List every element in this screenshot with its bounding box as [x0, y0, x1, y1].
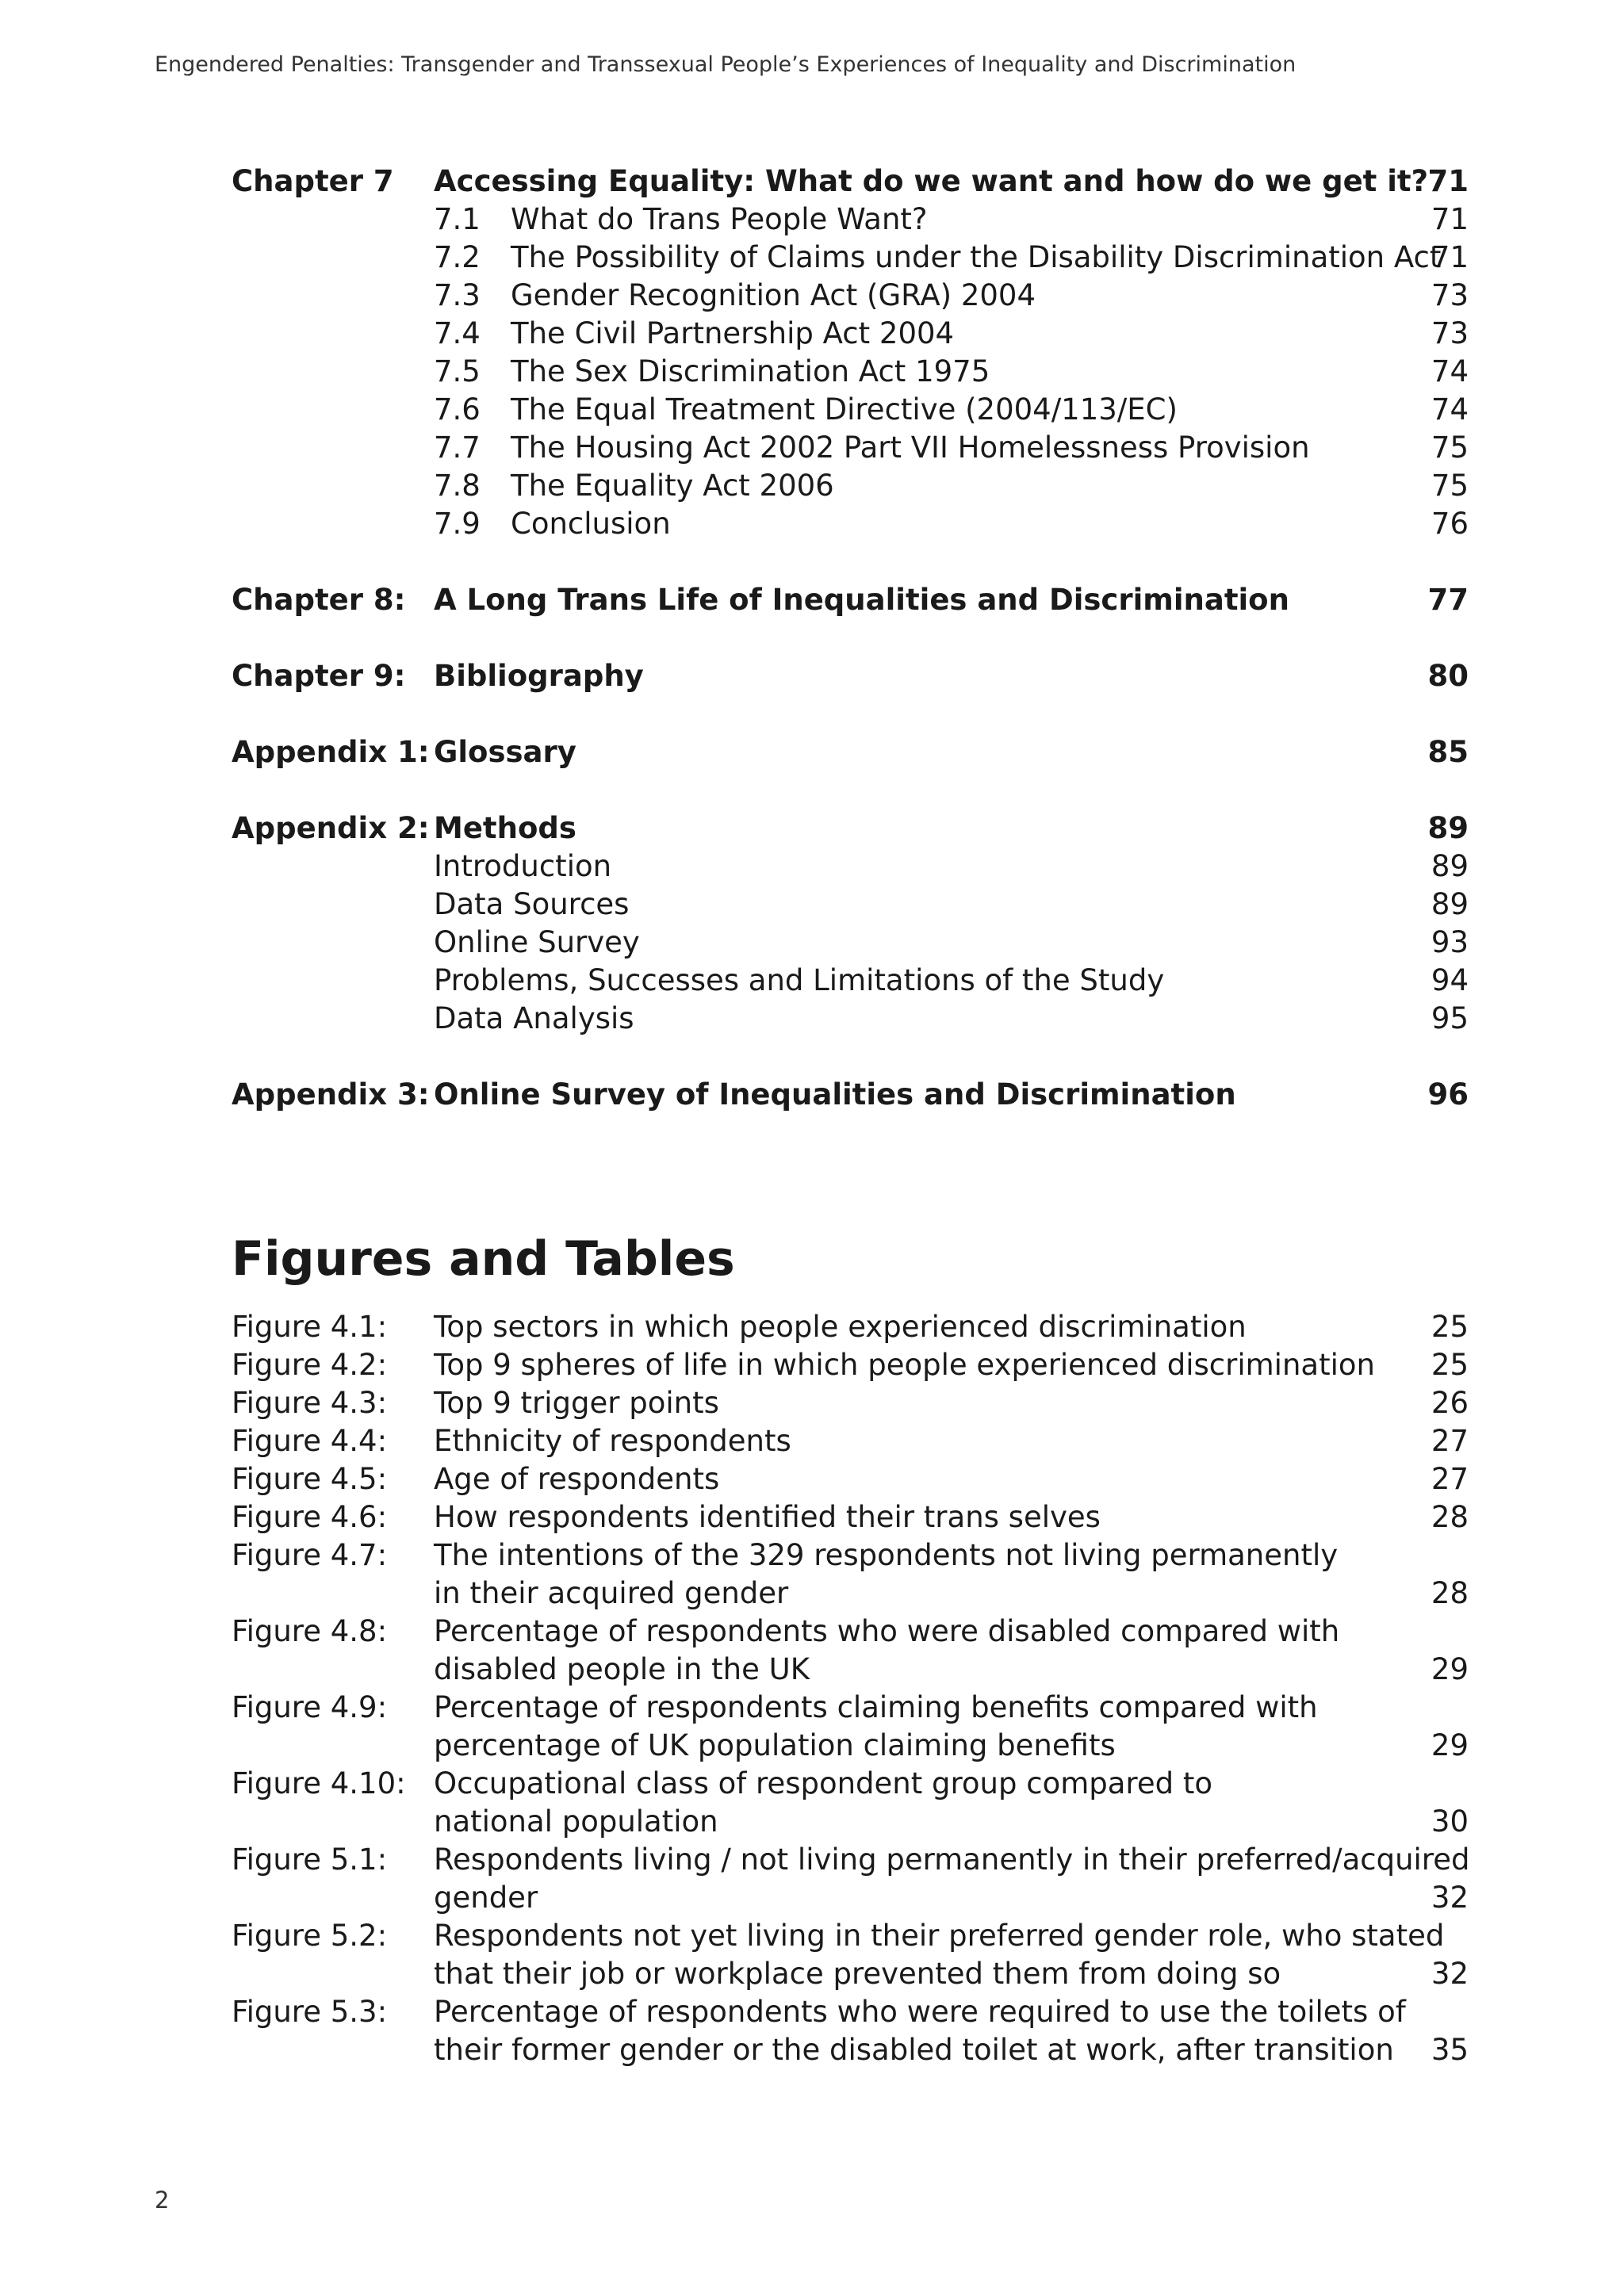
toc-chapter-7[interactable] [232, 163, 1469, 201]
toc-page: 94 [1431, 963, 1469, 997]
figure-page: 25 [1431, 1348, 1469, 1382]
figure-title [434, 1993, 1406, 2069]
figure-title [434, 1460, 1397, 1498]
toc-section-title: The Housing Act 2002 Part VII Homelessness Provision [511, 430, 1310, 465]
toc-section-title: Introduction [434, 849, 612, 883]
toc-appendix-2-online-survey[interactable] [232, 924, 1469, 962]
figure-title [434, 1308, 1397, 1346]
spacer [232, 619, 1469, 657]
toc-section-title: The Equal Treatment Directive (2004/113/EC) [511, 392, 1178, 427]
figure-entry[interactable] [232, 1689, 1469, 1765]
toc-section-title: Problems, Successes and Limitations of the Study [434, 963, 1165, 997]
figure-title-line: Top 9 spheres of life in which people experienced discrimination [434, 1348, 1375, 1382]
figure-label: Figure 4.4: [232, 1424, 388, 1458]
figure-page: 28 [1431, 1576, 1469, 1610]
toc-section-number: 7.4 [434, 316, 481, 350]
figure-entry[interactable] [232, 1346, 1469, 1384]
toc-page: 71 [1431, 240, 1469, 274]
toc-appendix-2-data-analysis[interactable] [232, 1000, 1469, 1038]
figure-title-line: Percentage of respondents claiming benefits compared with [434, 1690, 1318, 1724]
figure-title-line: Top sectors in which people experienced discrimination [434, 1310, 1247, 1344]
toc-title: Glossary [434, 735, 576, 769]
figure-title-line: percentage of UK population claiming benefits [434, 1728, 1116, 1762]
toc-section-number: 7.3 [434, 278, 481, 312]
figure-page: 27 [1431, 1462, 1469, 1496]
toc-section-7-6[interactable] [232, 391, 1469, 429]
toc-section-title: Online Survey [434, 925, 640, 959]
page-number: 2 [155, 2187, 170, 2214]
toc-page: 77 [1427, 583, 1469, 617]
toc-section-7-1[interactable] [232, 201, 1469, 239]
figure-title-line: in their acquired gender [434, 1576, 789, 1610]
toc-section-title: What do Trans People Want? [511, 202, 928, 236]
figure-title-line: Percentage of respondents who were required to use the toilets of [434, 1995, 1406, 2029]
running-header: Engendered Penalties: Transgender and Transsexual People’s Experiences of Inequality and Discrimination [155, 52, 1297, 77]
figure-entry[interactable] [232, 1384, 1469, 1422]
toc-section-title: Gender Recognition Act (GRA) 2004 [511, 278, 1036, 312]
figure-entry[interactable] [232, 1308, 1469, 1346]
figure-title-line: Percentage of respondents who were disabled compared with [434, 1614, 1340, 1648]
figure-entry[interactable] [232, 1498, 1469, 1536]
toc-page: 74 [1431, 392, 1469, 427]
toc-section-7-9[interactable] [232, 505, 1469, 543]
toc-title: Bibliography [434, 659, 644, 693]
toc-label: Chapter 8: [232, 583, 406, 617]
toc-page: 89 [1431, 849, 1469, 883]
figure-entry[interactable] [232, 1993, 1469, 2069]
figure-page: 26 [1431, 1386, 1469, 1420]
figure-title [434, 1613, 1397, 1689]
figure-title-line: Occupational class of respondent group compared to [434, 1766, 1212, 1800]
toc-section-number: 7.5 [434, 354, 481, 388]
toc-page: 71 [1427, 164, 1469, 198]
toc-section-7-5[interactable] [232, 353, 1469, 391]
figure-title-line: their former gender or the disabled toilet at work, after transition [434, 2033, 1394, 2067]
toc-appendix-2-introduction[interactable] [232, 848, 1469, 886]
toc-page: 75 [1431, 469, 1469, 503]
figure-title [434, 1498, 1397, 1536]
toc-label: Chapter 7 [232, 164, 394, 198]
figure-title [434, 1536, 1397, 1613]
toc-label: Appendix 2: [232, 811, 430, 845]
toc-page: 76 [1431, 507, 1469, 541]
figure-page: 25 [1431, 1310, 1469, 1344]
figure-label: Figure 4.6: [232, 1500, 388, 1534]
figure-label: Figure 4.7: [232, 1538, 388, 1572]
toc-section-7-3[interactable] [232, 277, 1469, 315]
toc-section-number: 7.9 [434, 507, 481, 541]
figure-page: 27 [1431, 1424, 1469, 1458]
toc-title: Accessing Equality: What do we want and how do we get it? [434, 164, 1429, 198]
toc-section-title: Data Sources [434, 887, 630, 921]
toc-section-title: Conclusion [511, 507, 671, 541]
spacer [232, 543, 1469, 581]
toc-page: 74 [1431, 354, 1469, 388]
toc-appendix-2[interactable] [232, 809, 1469, 848]
figure-entry[interactable] [232, 1422, 1469, 1460]
figure-entry[interactable] [232, 1613, 1469, 1689]
table-of-contents [232, 163, 1469, 1114]
figure-label: Figure 4.5: [232, 1462, 388, 1496]
figure-page: 32 [1431, 1881, 1469, 1915]
spacer [232, 1038, 1469, 1076]
figure-entry[interactable] [232, 1536, 1469, 1613]
figure-page: 30 [1431, 1804, 1469, 1839]
figure-title-line: The intentions of the 329 respondents not living permanently [434, 1538, 1339, 1572]
figure-label: Figure 4.8: [232, 1614, 388, 1648]
figure-label: Figure 4.9: [232, 1690, 388, 1724]
spacer [232, 771, 1469, 809]
figure-title-line: national population [434, 1804, 718, 1839]
toc-section-title: The Possibility of Claims under the Disability Discrimination Act [511, 240, 1442, 274]
figure-page: 29 [1431, 1652, 1469, 1686]
figure-title-line: Respondents not yet living in their preferred gender role, who stated [434, 1919, 1445, 1953]
figure-title-line: Ethnicity of respondents [434, 1424, 791, 1458]
figures-list [232, 1308, 1469, 2069]
figure-entry[interactable] [232, 1765, 1469, 1841]
figure-page: 35 [1431, 2033, 1469, 2067]
toc-section-title: Data Analysis [434, 1001, 634, 1035]
toc-page: 96 [1427, 1077, 1469, 1112]
figure-entry[interactable] [232, 1460, 1469, 1498]
toc-section-7-7[interactable] [232, 429, 1469, 467]
toc-section-title: The Equality Act 2006 [511, 469, 834, 503]
figure-title [434, 1422, 1397, 1460]
toc-title: Online Survey of Inequalities and Discrimination [434, 1077, 1236, 1112]
toc-page: 80 [1427, 659, 1469, 693]
toc-section-number: 7.6 [434, 392, 481, 427]
figure-title [434, 1689, 1397, 1765]
figure-entry[interactable] [232, 1841, 1469, 1917]
figure-title-line: How respondents identified their trans selves [434, 1500, 1101, 1534]
toc-section-7-4[interactable] [232, 315, 1469, 353]
toc-appendix-3[interactable] [232, 1076, 1469, 1114]
figure-page: 29 [1431, 1728, 1469, 1762]
toc-section-7-8[interactable] [232, 467, 1469, 505]
toc-page: 95 [1431, 1001, 1469, 1035]
toc-label: Appendix 1: [232, 735, 430, 769]
toc-page: 73 [1431, 278, 1469, 312]
toc-label: Chapter 9: [232, 659, 406, 693]
figure-label: Figure 4.3: [232, 1386, 388, 1420]
toc-section-title: The Sex Discrimination Act 1975 [511, 354, 990, 388]
figure-title [434, 1384, 1397, 1422]
toc-appendix-1[interactable] [232, 733, 1469, 771]
toc-appendix-2-problems[interactable] [232, 962, 1469, 1000]
figure-title-line: that their job or workplace prevented them from doing so [434, 1957, 1281, 1991]
toc-appendix-2-data-sources[interactable] [232, 886, 1469, 924]
figure-label: Figure 5.1: [232, 1843, 388, 1877]
figure-label: Figure 4.2: [232, 1348, 388, 1382]
figure-title [434, 1765, 1397, 1841]
toc-title: Methods [434, 811, 576, 845]
figure-label: Figure 4.10: [232, 1766, 406, 1800]
toc-page: 75 [1431, 430, 1469, 465]
toc-section-number: 7.2 [434, 240, 481, 274]
figure-title-line: Age of respondents [434, 1462, 720, 1496]
figure-title-line: disabled people in the UK [434, 1652, 810, 1686]
toc-page: 89 [1431, 887, 1469, 921]
toc-label: Appendix 3: [232, 1077, 430, 1112]
figure-title-line: Top 9 trigger points [434, 1386, 719, 1420]
toc-page: 89 [1427, 811, 1469, 845]
figure-title [434, 1917, 1445, 1993]
toc-page: 73 [1431, 316, 1469, 350]
toc-section-number: 7.8 [434, 469, 481, 503]
toc-section-title: The Civil Partnership Act 2004 [511, 316, 955, 350]
figure-page: 32 [1431, 1957, 1469, 1991]
figure-entry[interactable] [232, 1917, 1469, 1993]
toc-section-number: 7.7 [434, 430, 481, 465]
toc-section-7-2[interactable] [232, 239, 1469, 277]
toc-page: 85 [1427, 735, 1469, 769]
figure-title [434, 1346, 1397, 1384]
toc-page: 71 [1431, 202, 1469, 236]
figure-title-line: gender [434, 1881, 538, 1915]
figure-label: Figure 5.3: [232, 1995, 388, 2029]
toc-page: 93 [1431, 925, 1469, 959]
figures-heading: Figures and Tables [232, 1231, 735, 1287]
figure-title-line: Respondents living / not living permanently in their preferred/acquired [434, 1843, 1470, 1877]
figure-label: Figure 4.1: [232, 1310, 388, 1344]
toc-title: A Long Trans Life of Inequalities and Discrimination [434, 583, 1289, 617]
toc-chapter-8[interactable] [232, 581, 1469, 619]
toc-chapter-9[interactable] [232, 657, 1469, 695]
figure-label: Figure 5.2: [232, 1919, 388, 1953]
spacer [232, 695, 1469, 733]
toc-section-number: 7.1 [434, 202, 481, 236]
figure-page: 28 [1431, 1500, 1469, 1534]
